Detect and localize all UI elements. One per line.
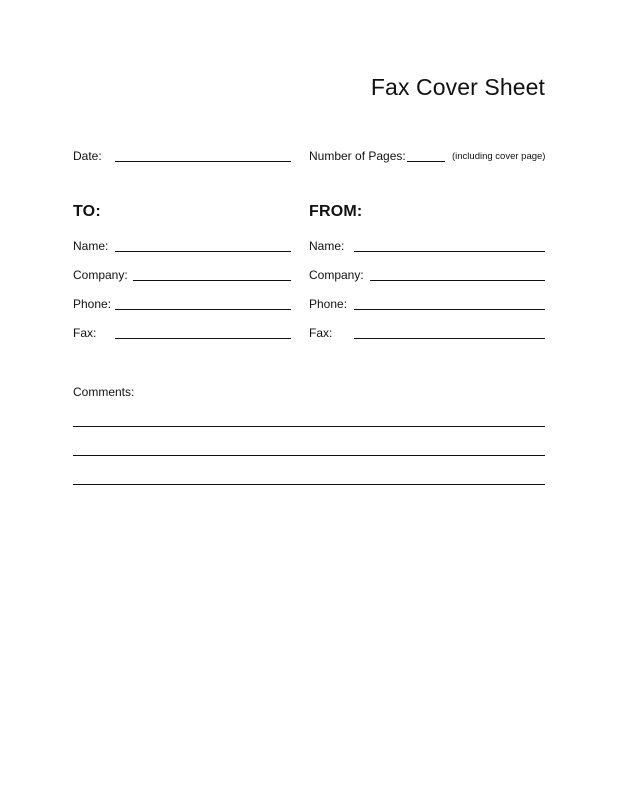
to-name-label: Name: (73, 239, 109, 253)
comments-line-3[interactable] (73, 484, 545, 485)
to-company-field-line[interactable] (133, 280, 291, 281)
from-heading: FROM: (309, 203, 363, 220)
from-name-label: Name: (309, 239, 345, 253)
to-phone-label: Phone: (73, 297, 112, 311)
from-company-label: Company: (309, 268, 364, 282)
from-phone-label: Phone: (309, 297, 348, 311)
pages-note: (including cover page) (452, 151, 546, 162)
to-phone-field-line[interactable] (115, 309, 291, 310)
comments-line-2[interactable] (73, 455, 545, 456)
from-phone-field-line[interactable] (354, 309, 545, 310)
from-company-field-line[interactable] (370, 280, 545, 281)
from-fax-label: Fax: (309, 326, 333, 340)
date-field-line[interactable] (115, 161, 291, 162)
to-fax-field-line[interactable] (115, 338, 291, 339)
from-name-field-line[interactable] (354, 251, 545, 252)
comments-label: Comments: (73, 385, 135, 399)
from-fax-field-line[interactable] (354, 338, 545, 339)
comments-line-1[interactable] (73, 426, 545, 427)
to-heading: TO: (73, 203, 101, 220)
pages-field-line[interactable] (407, 161, 445, 162)
to-fax-label: Fax: (73, 326, 97, 340)
date-label: Date: (73, 149, 102, 163)
to-company-label: Company: (73, 268, 128, 282)
page-title: Fax Cover Sheet (370, 74, 545, 100)
pages-label: Number of Pages: (309, 149, 406, 163)
to-name-field-line[interactable] (115, 251, 291, 252)
